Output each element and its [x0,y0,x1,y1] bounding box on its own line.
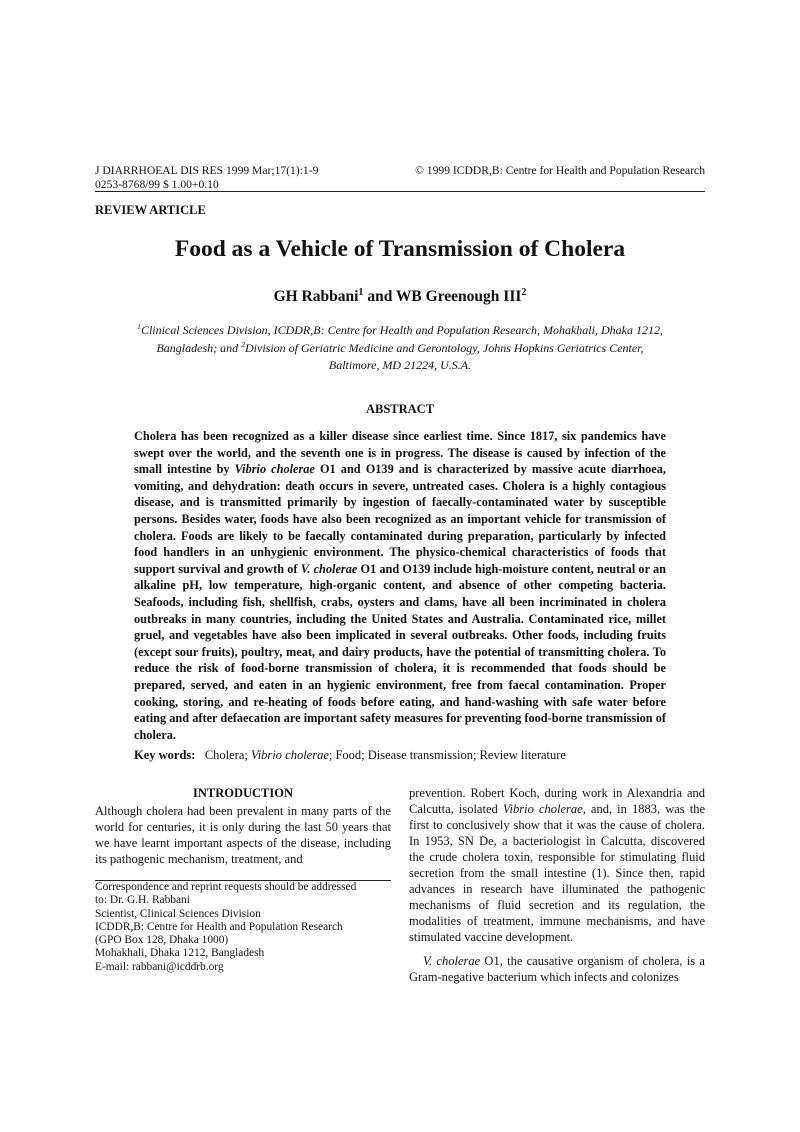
affiliation-marker: 1 [137,322,141,331]
species-name: V. cholerae [300,561,358,576]
affiliation-marker: 2 [521,286,527,298]
abstract-text: O1 and O139 include high-moisture content, neutral or an alkaline pH, low temperature, high-organic content, and absence of other competing bacteria. Seafoods, including fish, shellfish, crabs, oysters and clams, have all been incriminated in cholera outbreaks in many countries, including the United States and Australia. Contaminated rice, millet gruel, and vegetables have also been implicated in several outbreaks. Other foods, including fruits (except sour fruits), poultry, meat, and dairy products, have the potential of transmitting cholera. To reduce the risk of food-borne transmission of cholera, it is recommended that foods should be prepared, served, and eaten in an hygienic environment, free from faecal contamination. Proper cooking, storing, and re-heating of foods before eating, and hand-washing with safe water before eating and after defaecation are important safety measures for preventing food-borne transmission of cholera. [134,561,666,742]
author-list [95,288,705,306]
affiliation-marker: 1 [358,286,364,298]
keywords-label: Key words: [134,748,196,762]
keyword: Vibrio cholerae [251,748,329,762]
affiliation-text: Division of Geriatric Medicine and Gerontology, Johns Hopkins Geriatrics Center, Baltimore, MD 21224, U.S.A. [245,340,644,372]
affiliation-marker: 2 [241,339,246,349]
affiliations [130,322,670,375]
correspondence-email: E-mail: rabbani@icddrb.org [95,960,224,973]
species-name: Vibrio cholerae [234,462,315,477]
issn-price-line: 0253-8768/99 $ 1.00+0.10 [95,178,219,191]
abstract-text: O1 and O139 and is characterized by massive acute diarrhoea, vomiting, and dehydration: death occurs in severe, untreated cases. Cholera is a highly contagious disease, and is transmitted primarily by ingestion of faecally-contaminated water by susceptible persons. Besides water, foods have also been recognized as an important vehicle for transmission of cholera. Foods are likely to be faecally contaminated during preparation, particularly by infected food handlers in an unhygienic environment. The physico-chemical characteristics of foods that support survival and growth of [134,462,666,576]
species-name: Vibrio cholerae [502,802,583,816]
author-connector: and [363,288,396,305]
keyword: ; Food; Disease transmission; Review literature [328,748,566,762]
abstract-heading: ABSTRACT [365,402,435,416]
article-type-label: REVIEW ARTICLE [95,203,206,217]
abstract-body [134,428,666,743]
species-name: V. cholerae [423,954,481,968]
correspondence-line: Mohakhali, Dhaka 1212, Bangladesh [95,947,265,960]
body-text: O1, the causative organism of cholera, is a Gram-negative bacterium which infects and colonizes [409,954,705,984]
introduction-paragraph: Although cholera had been prevalent in many parts of the world for centuries, it is only during the last 50 years that we have learnt important aspects of the disease, including its pathogenic mechanism, treatment, and [95,804,391,866]
keywords-line [134,748,566,763]
keyword: Cholera; [204,748,251,762]
body-text: , and, in 1883, was the first to conclusively show that it was the cause of cholera. In 1953, SN De, a bacteriologist in Calcutta, discovered the crude cholera toxin, responsible for stimulating fluid secretion from the small intestine (1). Since then, rapid advances in research have illuminated the pathogenic mechanisms of fluid secretion and its regulation, the modalities of treatment, immune mechanisms, and have stimulated vaccine development. [409,802,706,944]
journal-citation: J DIARRHOEAL DIS RES 1999 Mar;17(1):1-9 [95,164,319,177]
introduction-heading: INTRODUCTION [192,786,293,800]
copyright-notice: © 1999 ICDDR,B: Centre for Health and Population Research [415,164,705,177]
correspondence-line: ICDDR,B: Centre for Health and Population Research [95,920,343,933]
body-paragraph [409,953,705,985]
body-text: prevention. Robert Koch, during work in Alexandria and Calcutta, isolated [409,786,705,816]
correspondence-line: (GPO Box 128, Dhaka 1000) [95,934,229,947]
author-name: GH Rabbani [273,288,359,305]
right-column [409,785,705,985]
affiliation-text: Clinical Sciences Division, ICDDR,B: Centre for Health and Population Research, Mohakhali, Dhaka 1212, Bangladesh; and [140,323,663,355]
correspondence-note [95,881,395,974]
author-name: WB Greenough III [395,288,522,305]
correspondence-line: to: Dr. G.H. Rabbani [95,894,190,907]
article-title: Food as a Vehicle of Transmission of Cholera [174,236,626,262]
header-rule [95,191,705,192]
correspondence-line: Scientist, Clinical Sciences Division [95,907,261,920]
abstract-text: Cholera has been recognized as a killer disease since earliest time. Since 1817, six pandemics have swept over the world, and the seventh one is in progress. The disease is caused by infection of the small intestine by [134,429,666,477]
body-paragraph [409,785,705,945]
correspondence-line: Correspondence and reprint requests should be addressed [95,881,357,893]
